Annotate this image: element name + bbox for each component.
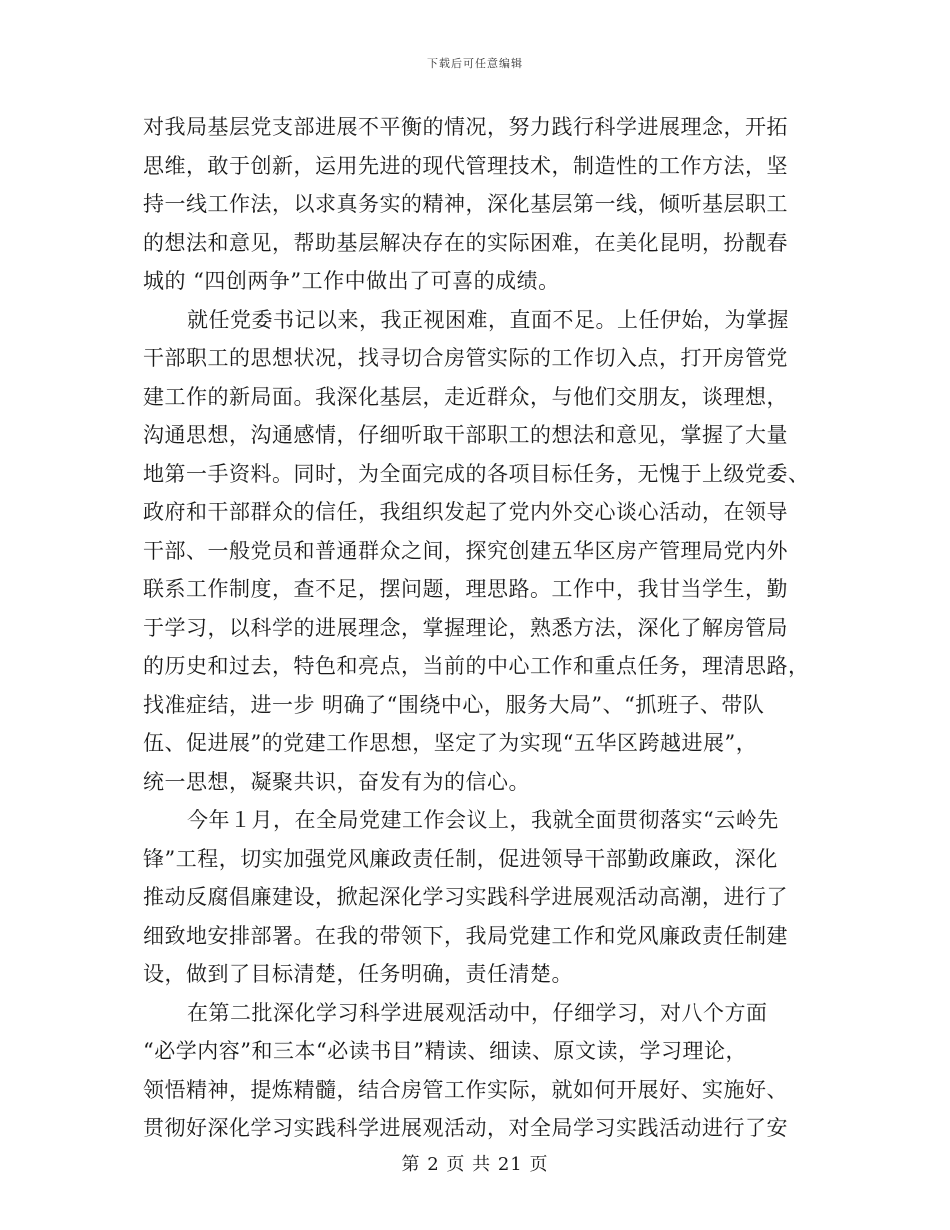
text-line: 领悟精神，提炼精髓，结合房管工作实际，就如何开展好、实施好、 bbox=[143, 1077, 788, 1102]
text-line: 建工作的新局面。我深化基层，走近群众，与他们交朋友，谈理想， bbox=[143, 384, 788, 409]
page-number-footer: 第 2 页 共 21 页 bbox=[401, 1154, 549, 1175]
text-line: 的历史和过去，特色和亮点，当前的中心工作和重点任务，理清思路， bbox=[143, 654, 810, 678]
text-line: 找准症结，进一步 明确了“围绕中心，服务大局”、“抓班子、带队 bbox=[143, 692, 765, 717]
paragraph-first-line: 今年１月，在全局党建工作会议上，我就全面贯彻落实“云岭先 bbox=[187, 808, 779, 832]
text-line: 锋”工程，切实加强党风廉政责任制，促进领导干部勤政廉政，深化 bbox=[143, 846, 778, 871]
text-line: 政府和干部群众的信任，我组织发起了党内外交心谈心活动，在领导 bbox=[143, 500, 788, 524]
page-header: 下载后可任意编辑 bbox=[427, 57, 523, 70]
paragraph-first-line: 在第二批深化学习科学进展观活动中，仔细学习，对八个方面 bbox=[187, 1000, 768, 1025]
text-line: 联系工作制度，查不足，摆问题，理思路。工作中，我甘当学生，勤 bbox=[143, 577, 788, 601]
text-line: 地第一手资料。同时，为全面完成的各项目标任务，无愧于上级党委、 bbox=[143, 461, 810, 486]
text-line: 统一思想，凝聚共识，奋发有为的信心。 bbox=[143, 769, 530, 794]
text-line: 城的 “四创两争”工作中做出了可喜的成绩。 bbox=[143, 269, 560, 293]
body-text bbox=[143, 108, 810, 1148]
text-line: “必学内容”和三本“必读书目”精读、细读、原文读，学习理论， bbox=[143, 1039, 747, 1063]
text-line: 于学习，以科学的进展理念，掌握理论，熟悉方法，深化了解房管局 bbox=[143, 615, 788, 640]
text-line: 贯彻好深化学习实践科学进展观活动，对全局学习实践活动进行了安 bbox=[143, 1116, 788, 1140]
text-line: 思维，敢于创新，运用先进的现代管理技术，制造性的工作方法，坚 bbox=[143, 153, 788, 178]
text-line: 的想法和意见，帮助基层解决存在的实际困难，在美化昆明，扮靓春 bbox=[143, 230, 788, 255]
text-line: 设，做到了目标清楚，任务明确，责任清楚。 bbox=[143, 962, 573, 986]
text-line: 对我局基层党支部进展不平衡的情况，努力践行科学进展理念，开拓 bbox=[143, 115, 788, 139]
text-line: 干部职工的思想状况，找寻切合房管实际的工作切入点，打开房管党 bbox=[143, 346, 788, 370]
text-line: 细致地安排部署。在我的带领下，我局党建工作和党风廉政责任制建 bbox=[143, 923, 788, 948]
text-line: 持一线工作法，以求真务实的精神，深化基层第一线，倾听基层职工 bbox=[143, 192, 788, 216]
text-line: 伍、促进展”的党建工作思想，坚定了为实现“五华区跨越进展”， bbox=[143, 731, 758, 755]
text-line: 干部、一般党员和普通群众之间，探究创建五华区房产管理局党内外 bbox=[143, 538, 788, 563]
paragraph-first-line: 就任党委书记以来，我正视困难，直面不足。上任伊始，为掌握 bbox=[187, 307, 789, 332]
text-line: 沟通思想，沟通感情，仔细听取干部职工的想法和意见，掌握了大量 bbox=[143, 423, 788, 447]
text-line: 推动反腐倡廉建设，掀起深化学习实践科学进展观活动高潮，进行了 bbox=[143, 885, 788, 909]
